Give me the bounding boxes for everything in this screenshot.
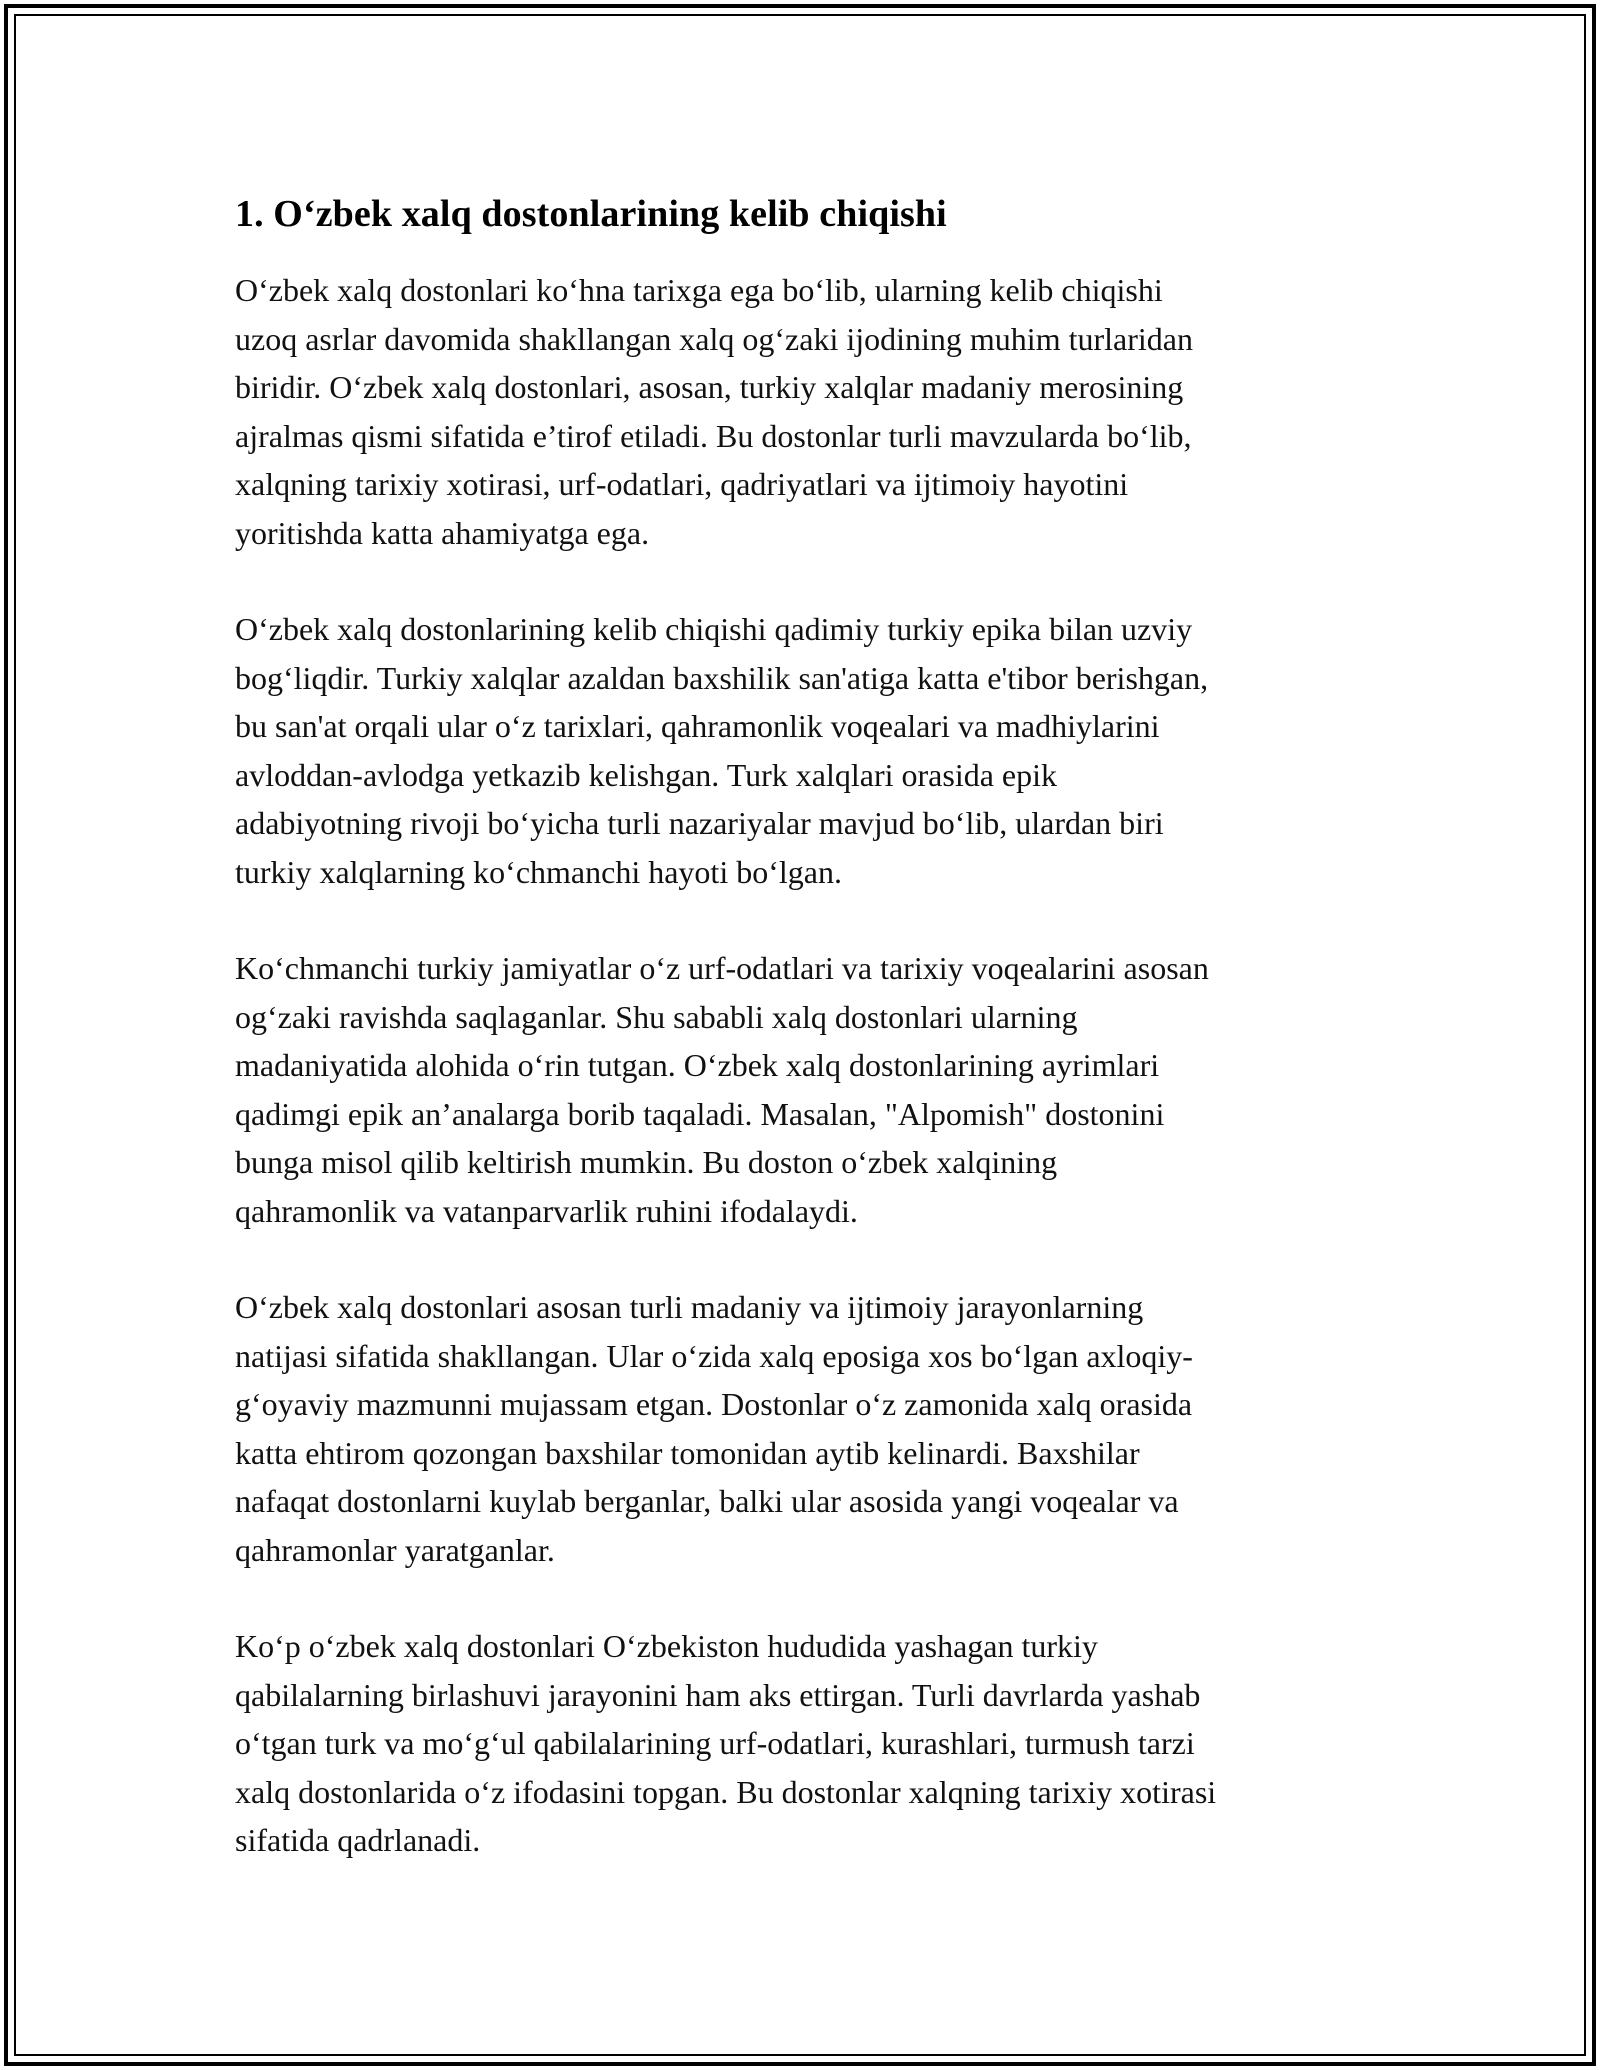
paragraph-1 [235,266,1365,557]
document-body [235,188,1365,1865]
paragraph-3 [235,944,1365,1235]
paragraph-line: g‘oyaviy mazmunni mujassam etgan. Dostonlar o‘z zamonida xalq orasida [235,1386,1193,1422]
paragraph-line: xalqning tarixiy xotirasi, urf-odatlari, qadriyatlari va ijtimoiy hayotini [235,466,1129,502]
paragraph-line: qabilalarning birlashuvi jarayonini ham aks ettirgan. Turli davrlarda yashab [235,1676,1201,1713]
paragraph-line: qadimgi epik an’analarga borib taqaladi. Masalan, "Alpomish" dostonini [235,1095,1165,1132]
paragraph-line: o‘tgan turk va mo‘g‘ul qabilalarining urf-odatlari, kurashlari, turmush tarzi [235,1725,1195,1761]
paragraph-line: bog‘liqdir. Turkiy xalqlar azaldan baxshilik san'atiga katta e'tibor berishgan, [235,659,1209,696]
paragraph-line: yoritishda katta ahamiyatga ega. [235,514,650,551]
paragraph-line: bunga misol qilib keltirish mumkin. Bu doston o‘zbek xalqining [235,1144,1058,1180]
paragraph-line: sifatida qadrlanadi. [235,1822,481,1858]
paragraph-line: nafaqat dostonlarni kuylab berganlar, balki ular asosida yangi voqealar va [235,1483,1179,1519]
paragraph-line: qahramonlar yaratganlar. [235,1531,555,1568]
paragraph-4 [235,1283,1365,1574]
paragraph-line: bu san'at orqali ular o‘z tarixlari, qahramonlik voqealari va madhiylarini [235,708,1160,744]
paragraph-line: O‘zbek xalq dostonlari asosan turli madaniy va ijtimoiy jarayonlarning [235,1289,1144,1325]
paragraph-line: og‘zaki ravishda saqlaganlar. Shu sababli xalq dostonlari ularning [235,998,1078,1035]
paragraph-line: turkiy xalqlarning ko‘chmanchi hayoti bo‘lgan. [235,853,842,890]
paragraph-line: Ko‘p o‘zbek xalq dostonlari O‘zbekiston hududida yashagan turkiy [235,1628,1098,1664]
paragraph-line: xalq dostonlarida o‘z ifodasini topgan. Bu dostonlar xalqning tarixiy xotirasi [235,1773,1217,1810]
paragraph-line: madaniyatida alohida o‘rin tutgan. O‘zbek xalq dostonlarining ayrimlari [235,1047,1160,1083]
section-heading: 1. O‘zbek xalq dostonlarining kelib chiqishi [235,193,947,235]
paragraph-line: O‘zbek xalq dostonlarining kelib chiqishi qadimiy turkiy epika bilan uzviy [235,611,1193,647]
paragraph-line: biridir. O‘zbek xalq dostonlari, asosan, turkiy xalqlar madaniy merosining [235,369,1184,405]
paragraph-2 [235,605,1365,896]
paragraph-line: uzoq asrlar davomida shakllangan xalq og‘zaki ijodining muhim turlaridan [235,320,1193,357]
paragraph-line: natijasi sifatida shakllangan. Ular o‘zida xalq eposiga xos bo‘lgan axloqiy- [235,1337,1193,1374]
paragraph-line: katta ehtirom qozongan baxshilar tomonidan aytib kelinardi. Baxshilar [235,1434,1140,1471]
paragraph-line: avloddan-avlodga yetkazib kelishgan. Turk xalqlari orasida epik [235,756,1058,793]
paragraph-line: qahramonlik va vatanparvarlik ruhini ifodalaydi. [235,1192,858,1229]
paragraph-5 [235,1622,1365,1865]
paragraph-line: ajralmas qismi sifatida e’tirof etiladi. Bu dostonlar turli mavzularda bo‘lib, [235,417,1192,454]
paragraph-line: Ko‘chmanchi turkiy jamiyatlar o‘z urf-odatlari va tarixiy voqealarini asosan [235,950,1209,986]
paragraph-line: adabiyotning rivoji bo‘yicha turli nazariyalar mavjud bo‘lib, ulardan biri [235,805,1164,841]
paragraph-line: O‘zbek xalq dostonlari ko‘hna tarixga ega bo‘lib, ularning kelib chiqishi [235,272,1163,308]
